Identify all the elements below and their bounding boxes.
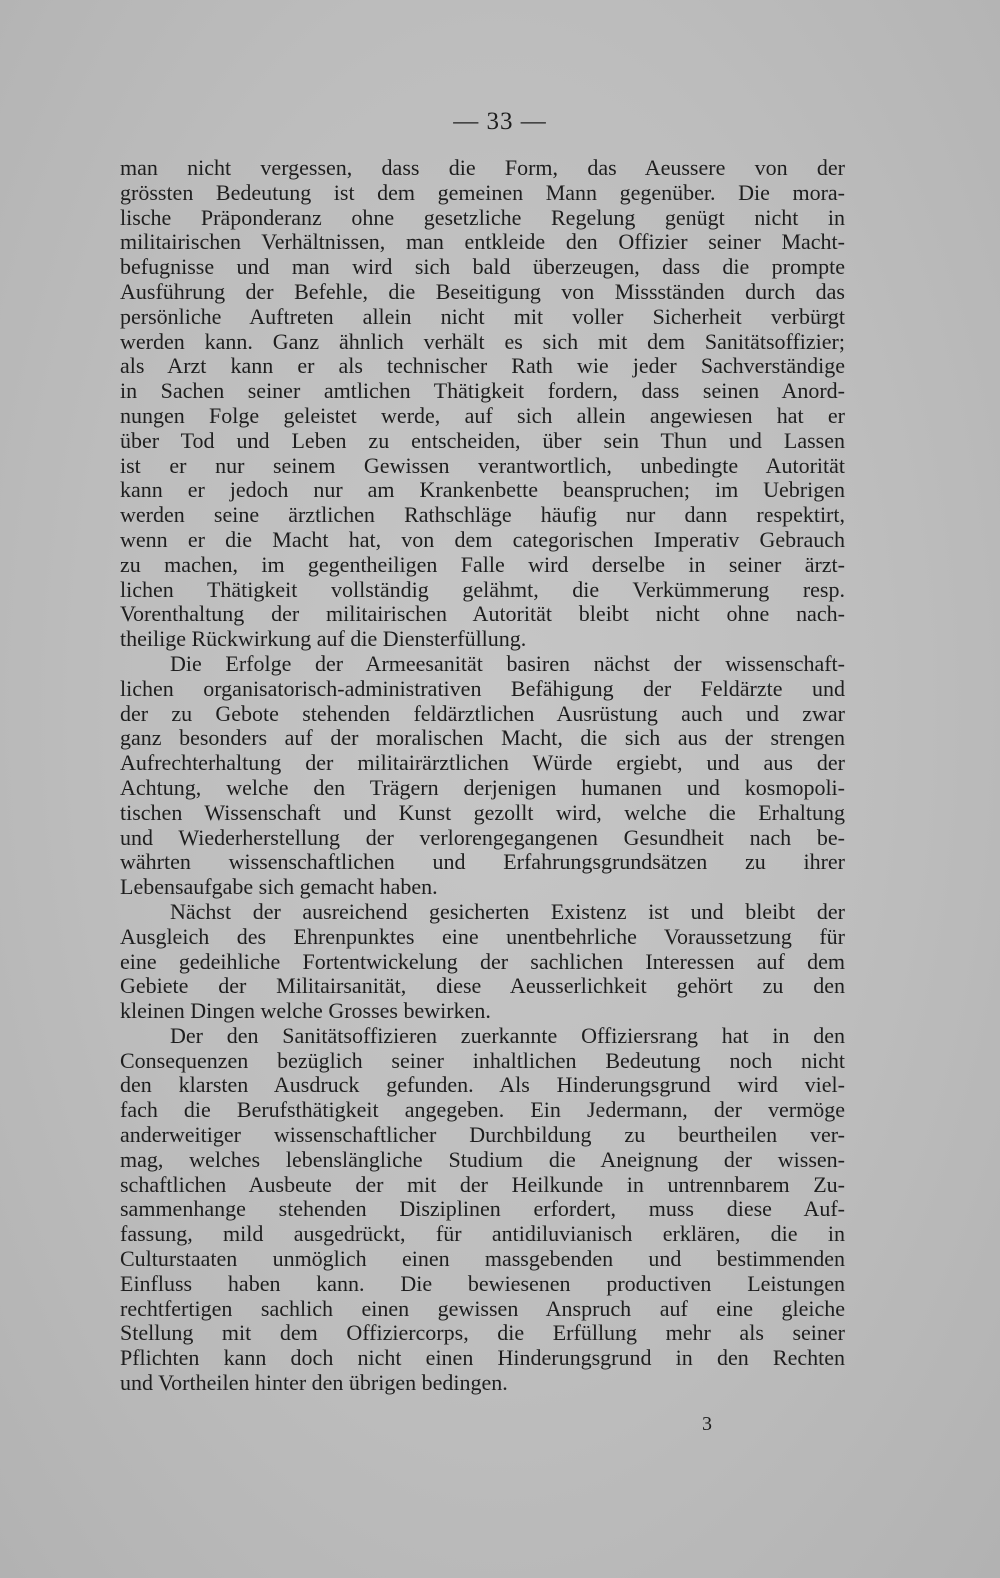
text-line: werden kann. Ganz ähnlich verhält es sich mit dem Sanitätsoffizier; — [120, 328, 845, 354]
text-line: über Tod und Leben zu entscheiden, über sein Thun und Lassen — [120, 427, 845, 453]
page-number-header: — 33 — — [453, 108, 547, 135]
text-line: den klarsten Ausdruck gefunden. Als Hinderungsgrund wird viel- — [120, 1072, 845, 1098]
text-line: Aufrechterhaltung der militairärztlichen Würde ergiebt, und aus der — [120, 750, 845, 776]
body-text — [120, 156, 845, 1396]
text-line: sammenhange stehenden Disziplinen erfordert, muss diese Auf- — [120, 1196, 845, 1222]
text-line: Culturstaaten unmöglich einen massgebenden und bestimmenden — [120, 1246, 845, 1272]
text-line: tischen Wissenschaft und Kunst gezollt wird, welche die Erhaltung — [120, 799, 845, 825]
text-line: währten wissenschaftlichen und Erfahrungsgrundsätzen zu ihrer — [120, 849, 845, 875]
text-line: militairischen Verhältnissen, man entkleide den Offizier seiner Macht- — [120, 229, 845, 255]
text-line: Achtung, welche den Trägern derjenigen humanen und kosmopoli- — [120, 774, 845, 800]
text-line: zu machen, im gegentheiligen Falle wird derselbe in seiner ärzt- — [120, 551, 845, 577]
text-line: Consequenzen bezüglich seiner inhaltlichen Bedeutung noch nicht — [120, 1047, 845, 1073]
text-line: Die Erfolge der Armeesanität basiren nächst der wissenschaft- — [170, 650, 845, 676]
text-line: eine gedeihliche Fortentwickelung der sachlichen Interessen auf dem — [120, 948, 845, 974]
text-line: persönliche Auftreten allein nicht mit voller Sicherheit verbürgt — [120, 303, 845, 329]
text-line: ist er nur seinem Gewissen verantwortlich, unbedingte Autorität — [120, 452, 845, 478]
text-line: und Vortheilen hinter den übrigen bedingen. — [120, 1370, 508, 1396]
signature-mark: 3 — [702, 1413, 712, 1435]
text-line: mag, welches lebenslängliche Studium die Aneignung der wissen- — [120, 1146, 845, 1172]
text-line: der zu Gebote stehenden feldärztlichen Ausrüstung auch und zwar — [120, 700, 845, 726]
text-line: werden seine ärztlichen Rathschläge häufig nur dann respektirt, — [120, 502, 845, 528]
text-line: als Arzt kann er als technischer Rath wie jeder Sachverständige — [120, 353, 845, 379]
text-line: rechtfertigen sachlich einen gewissen Anspruch auf eine gleiche — [120, 1295, 845, 1321]
text-line: Der den Sanitätsoffizieren zuerkannte Offiziersrang hat in den — [170, 1022, 845, 1048]
text-line: nungen Folge geleistet werde, auf sich allein angewiesen hat er — [120, 402, 845, 428]
text-line: theilige Rückwirkung auf die Diensterfüllung. — [120, 626, 527, 652]
text-line: Ausführung der Befehle, die Beseitigung von Missständen durch das — [120, 278, 845, 304]
text-line: Nächst der ausreichend gesicherten Existenz ist und bleibt der — [170, 898, 845, 924]
text-line: ganz besonders auf der moralischen Macht, die sich aus der strengen — [120, 725, 845, 751]
text-line: man nicht vergessen, dass die Form, das Aeussere von der — [120, 155, 845, 180]
text-line: kann er jedoch nur am Krankenbette beanspruchen; im Uebrigen — [120, 477, 845, 503]
text-line: Stellung mit dem Offiziercorps, die Erfüllung mehr als seiner — [120, 1320, 845, 1346]
text-line: und Wiederherstellung der verlorengegangenen Gesundheit nach be- — [120, 824, 845, 850]
text-line: schaftlichen Ausbeute der mit der Heilkunde in untrennbarem Zu- — [120, 1171, 845, 1197]
text-line: Gebiete der Militairsanität, diese Aeusserlichkeit gehört zu den — [120, 973, 845, 999]
text-line: lische Präponderanz ohne gesetzliche Regelung genügt nicht in — [120, 204, 845, 230]
text-line: kleinen Dingen welche Grosses bewirken. — [120, 998, 491, 1024]
text-line: befugnisse und man wird sich bald überzeugen, dass die prompte — [120, 254, 845, 280]
text-line: Ausgleich des Ehrenpunktes eine unentbehrliche Voraussetzung für — [120, 923, 845, 949]
text-line: fach die Berufsthätigkeit angegeben. Ein Jedermann, der vermöge — [120, 1097, 845, 1123]
text-line: anderweitiger wissenschaftlicher Durchbildung zu beurtheilen ver- — [120, 1122, 845, 1148]
text-line: Pflichten kann doch nicht einen Hinderungsgrund in den Rechten — [120, 1345, 845, 1371]
text-line: in Sachen seiner amtlichen Thätigkeit fordern, dass seinen Anord- — [120, 378, 845, 404]
text-line: lichen organisatorisch-administrativen Befähigung der Feldärzte und — [120, 675, 845, 701]
text-line: grössten Bedeutung ist dem gemeinen Mann gegenüber. Die mora- — [120, 179, 845, 205]
text-line: Lebensaufgabe sich gemacht haben. — [120, 874, 438, 900]
text-line: lichen Thätigkeit vollständig gelähmt, die Verkümmerung resp. — [120, 576, 845, 602]
text-line: Vorenthaltung der militairischen Autorität bleibt nicht ohne nach- — [120, 601, 845, 627]
text-line: Einfluss haben kann. Die bewiesenen productiven Leistungen — [120, 1270, 845, 1296]
text-line: fassung, mild ausgedrückt, für antidiluvianisch erklären, die in — [120, 1221, 845, 1247]
text-line: wenn er die Macht hat, von dem categorischen Imperativ Gebrauch — [120, 526, 845, 552]
